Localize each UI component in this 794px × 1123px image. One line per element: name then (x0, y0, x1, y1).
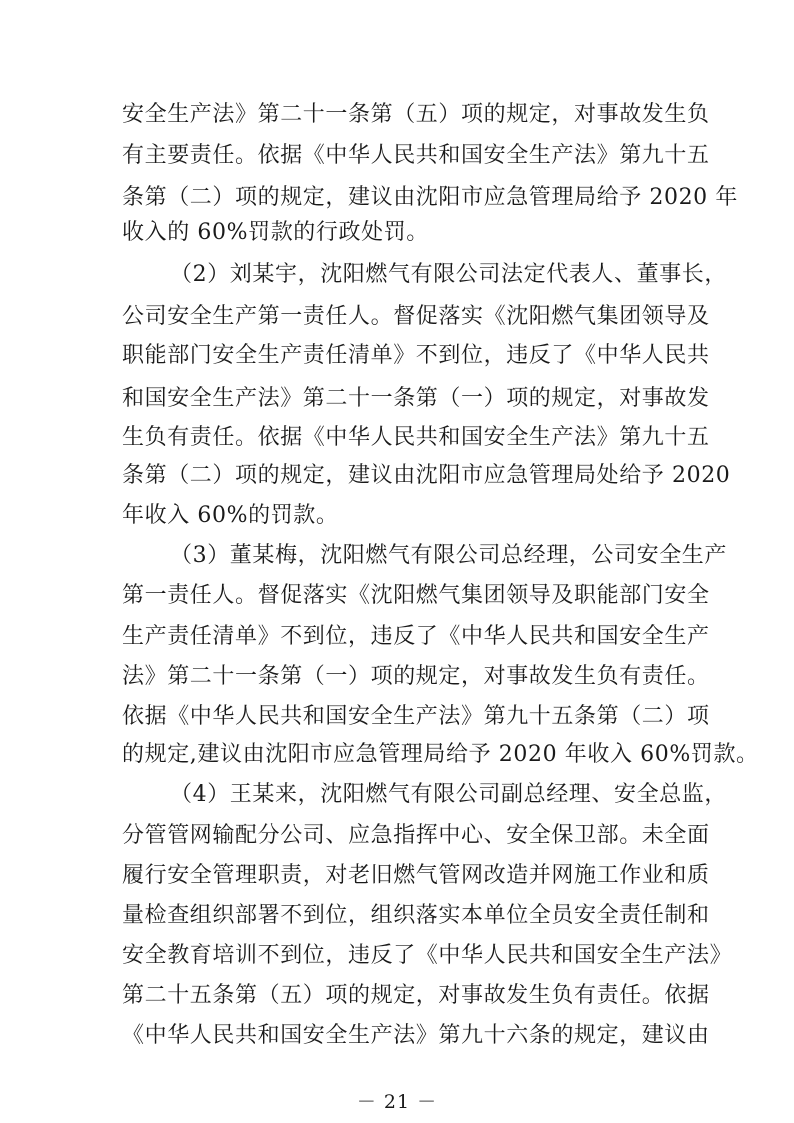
text-line: 有主要责任。依据《中华人民共和国安全生产法》第九十五 (122, 143, 710, 168)
paragraph-start-line: （3）董某梅，沈阳燃气有限公司总经理，公司安全生产 (170, 543, 727, 568)
text-line: 和国安全生产法》第二十一条第（一）项的规定，对事故发 (122, 386, 710, 411)
text-line: 第一责任人。督促落实《沈阳燃气集团领导及职能部门安全 (122, 583, 710, 608)
text-line: 履行安全管理职责，对老旧燃气管网改造并网施工作业和质 (122, 863, 710, 888)
text-line: 年收入 60%的罚款。 (122, 503, 339, 528)
text-line: 第二十五条第（五）项的规定，对事故发生负有责任。依据 (122, 983, 710, 1008)
text-line: 收入的 60%罚款的行政处罚。 (122, 220, 429, 245)
paragraph-start-line: （2）刘某宇，沈阳燃气有限公司法定代表人、董事长， (170, 262, 727, 287)
text-line: 条第（二）项的规定，建议由沈阳市应急管理局给予 2020 年 (122, 185, 738, 210)
text-line: 生负有责任。依据《中华人民共和国安全生产法》第九十五 (122, 425, 710, 450)
text-line: 《中华人民共和国安全生产法》第九十六条的规定，建议由 (122, 1023, 710, 1048)
text-line: 条第（二）项的规定，建议由沈阳市应急管理局处给予 2020 (122, 463, 731, 488)
text-line: 法》第二十一条第（一）项的规定，对事故发生负有责任。 (122, 664, 710, 689)
text-line: 分管管网输配分公司、应急指挥中心、安全保卫部。未全面 (122, 823, 710, 848)
text-line: 依据《中华人民共和国安全生产法》第九十五条第（二）项 (122, 704, 710, 729)
text-line: 公司安全生产第一责任人。督促落实《沈阳燃气集团领导及 (122, 304, 710, 329)
text-line: 安全教育培训不到位，违反了《中华人民共和国安全生产法》 (122, 943, 733, 968)
text-line: 量检查组织部署不到位，组织落实本单位全员安全责任制和 (122, 903, 710, 928)
text-line: 职能部门安全生产责任清单》不到位，违反了《中华人民共 (122, 343, 710, 368)
page-number: － 21 － (356, 1091, 438, 1113)
text-line: 的规定,建议由沈阳市应急管理局给予 2020 年收入 60%罚款。 (122, 742, 759, 767)
text-line: 生产责任清单》不到位，违反了《中华人民共和国安全生产 (122, 624, 710, 649)
text-line: 安全生产法》第二十一条第（五）项的规定，对事故发生负 (122, 102, 710, 127)
paragraph-start-line: （4）王某来，沈阳燃气有限公司副总经理、安全总监， (170, 782, 727, 807)
